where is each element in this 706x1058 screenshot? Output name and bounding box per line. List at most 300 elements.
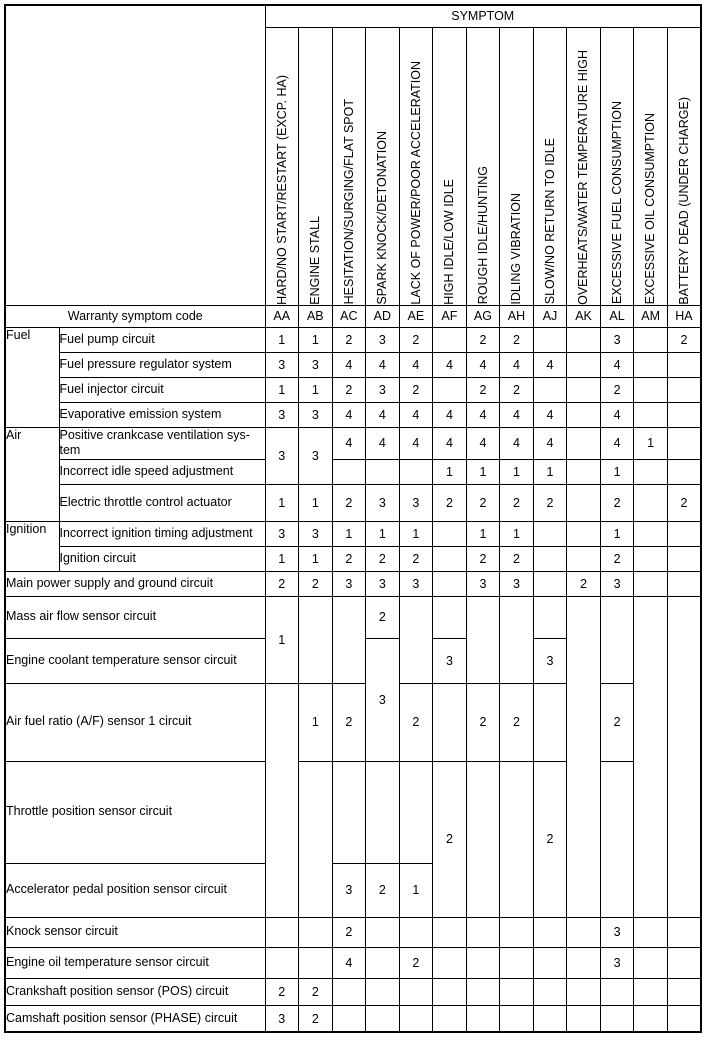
symptom-cell [600,761,634,917]
symptom-cell: 2 [299,1005,333,1032]
symptom-cell: 2 [533,484,567,521]
warranty-code: AA [265,305,299,327]
symptom-matrix-table [4,4,702,1033]
symptom-cell: 1 [399,863,433,917]
symptom-header-row [5,5,701,27]
warranty-code-label: Warranty symptom code [5,305,265,327]
symptom-column-header [332,27,366,305]
symptom-cell: 3 [332,571,366,596]
table-row [5,352,701,377]
table-row [5,978,701,1005]
row-label: Camshaft position sensor (PHASE) circuit [5,1005,265,1032]
symptom-cell: 2 [332,683,366,761]
symptom-cell: 2 [600,484,634,521]
warranty-code: AB [299,305,333,327]
symptom-cell [500,596,534,683]
symptom-cell: 3 [265,427,299,484]
symptom-cell: 2 [366,546,400,571]
symptom-column-header [366,27,400,305]
symptom-cell [533,947,567,978]
symptom-cell: 1 [299,377,333,402]
symptom-cell: 3 [600,917,634,947]
symptom-cell [567,596,601,917]
symptom-cell [533,521,567,546]
symptom-cell [567,947,601,978]
table-row [5,402,701,427]
symptom-cell: 3 [366,484,400,521]
symptom-cell: 2 [600,683,634,761]
symptom-column-label: HARD/NO START/RESTART (EXCP. HA) [274,74,289,305]
symptom-column-label: EXCESSIVE FUEL CONSUMPTION [609,101,624,305]
warranty-code: AM [634,305,668,327]
symptom-cell: 3 [332,863,366,917]
symptom-cell: 1 [265,596,299,683]
symptom-cell: 3 [600,327,634,352]
symptom-cell: 2 [399,683,433,761]
symptom-cell [332,978,366,1005]
symptom-column-header [667,27,701,305]
symptom-cell: 4 [600,352,634,377]
symptom-cell [634,546,668,571]
symptom-cell: 1 [265,327,299,352]
symptom-column-header [567,27,601,305]
symptom-cell: 2 [667,327,701,352]
symptom-cell: 2 [265,978,299,1005]
symptom-cell [567,352,601,377]
symptom-cell [567,377,601,402]
symptom-cell [366,978,400,1005]
warranty-code: AL [600,305,634,327]
symptom-cell [567,427,601,459]
symptom-cell: 3 [600,947,634,978]
symptom-cell [466,761,500,917]
symptom-cell: 4 [366,352,400,377]
symptom-cell: 4 [433,402,467,427]
warranty-code: AH [500,305,534,327]
symptom-cell [567,327,601,352]
symptom-cell [567,484,601,521]
table-row [5,327,701,352]
symptom-cell [567,546,601,571]
symptom-cell: 3 [299,427,333,484]
symptom-cell [667,427,701,459]
symptom-column-header [500,27,534,305]
symptom-cell: 2 [399,327,433,352]
symptom-column-header [600,27,634,305]
symptom-cell [667,917,701,947]
symptom-cell [399,459,433,484]
symptom-cell [634,521,668,546]
row-label: Positive crankcase ventilation sys-tem [59,427,265,459]
symptom-cell: 2 [265,571,299,596]
symptom-cell: 1 [265,484,299,521]
symptom-cell [634,327,668,352]
symptom-cell [466,1005,500,1032]
symptom-column-label: ENGINE STALL [308,215,323,305]
symptom-cell [533,327,567,352]
symptom-cell [399,978,433,1005]
symptom-cell: 3 [366,571,400,596]
symptom-cell [533,377,567,402]
symptom-cell: 4 [533,352,567,377]
symptom-cell [600,596,634,683]
symptom-cell [634,459,668,484]
symptom-cell [332,459,366,484]
symptom-cell [667,521,701,546]
row-label: Fuel pressure regulator system [59,352,265,377]
symptom-cell [667,377,701,402]
symptom-cell: 3 [299,352,333,377]
symptom-cell [533,1005,567,1032]
symptom-cell [567,917,601,947]
symptom-cell: 4 [399,352,433,377]
symptom-cell: 2 [466,546,500,571]
row-label: Accelerator pedal position sensor circuit [5,863,265,917]
symptom-cell: 2 [500,546,534,571]
symptom-cell [299,596,333,683]
symptom-cell: 2 [466,377,500,402]
symptom-cell [667,571,701,596]
warranty-code: AJ [533,305,567,327]
symptom-cell: 2 [533,761,567,917]
table-row [5,459,701,484]
symptom-column-label: IDLING VIBRATION [509,192,524,305]
symptom-cell: 4 [600,402,634,427]
category-label: Air [5,427,59,521]
symptom-column-label: SPARK KNOCK/DETONATION [375,130,390,305]
symptom-cell [299,947,333,978]
symptom-cell: 2 [500,484,534,521]
symptom-cell: 2 [332,327,366,352]
symptom-cell [567,978,601,1005]
symptom-cell: 1 [600,521,634,546]
symptom-column-label: EXCESSIVE OIL CONSUMPTION [643,113,658,305]
warranty-code: HA [667,305,701,327]
table-row [5,427,701,459]
symptom-cell: 2 [299,571,333,596]
row-label: Engine coolant temperature sensor circuit [5,638,265,683]
symptom-cell: 3 [265,1005,299,1032]
symptom-cell [332,596,366,683]
symptom-column-header [634,27,668,305]
symptom-cell: 4 [466,402,500,427]
symptom-cell [634,484,668,521]
symptom-cell [299,917,333,947]
symptom-column-label: SLOW/NO RETURN TO IDLE [542,138,557,305]
symptom-cell: 2 [399,377,433,402]
symptom-cell [466,978,500,1005]
symptom-cell [667,546,701,571]
symptom-cell: 1 [533,459,567,484]
row-label: Knock sensor circuit [5,917,265,947]
symptom-column-header [533,27,567,305]
symptom-cell: 4 [433,427,467,459]
symptom-column-label: HESITATION/SURGING/FLAT SPOT [341,99,356,305]
symptom-cell [667,1005,701,1032]
symptom-cell: 4 [366,427,400,459]
symptom-cell: 1 [299,546,333,571]
symptom-cell: 3 [299,521,333,546]
symptom-cell [433,978,467,1005]
symptom-cell [567,402,601,427]
symptom-cell: 4 [366,402,400,427]
warranty-code-row [5,305,701,327]
row-label: Main power supply and ground circuit [5,571,265,596]
symptom-column-header [265,27,299,305]
table-row [5,596,701,638]
symptom-cell: 3 [265,352,299,377]
symptom-cell: 1 [466,459,500,484]
symptom-column-label: LACK OF POWER/POOR ACCELERATION [408,60,423,305]
symptom-column-header [433,27,467,305]
symptom-cell [265,683,299,917]
symptom-cell [567,521,601,546]
symptom-cell: 4 [600,427,634,459]
symptom-cell: 1 [265,546,299,571]
symptom-cell: 3 [265,521,299,546]
symptom-cell: 1 [433,459,467,484]
symptom-cell: 2 [433,761,467,917]
row-label: Fuel pump circuit [59,327,265,352]
symptom-cell [433,571,467,596]
symptom-cell: 2 [433,484,467,521]
symptom-cell: 2 [466,484,500,521]
symptom-cell [634,352,668,377]
symptom-cell [500,947,534,978]
symptom-cell [466,947,500,978]
corner-cell [5,5,265,305]
symptom-cell: 2 [299,978,333,1005]
row-label: Incorrect idle speed adjustment [59,459,265,484]
symptom-cell: 1 [634,427,668,459]
symptom-cell: 3 [299,402,333,427]
symptom-cell: 2 [366,596,400,638]
warranty-code: AD [366,305,400,327]
row-label: Fuel injector circuit [59,377,265,402]
table-row [5,521,701,546]
symptom-cell [634,947,668,978]
row-label: Electric throttle control actuator [59,484,265,521]
symptom-cell [399,917,433,947]
row-label: Incorrect ignition timing adjustment [59,521,265,546]
symptom-cell [600,978,634,1005]
symptom-cell: 2 [332,484,366,521]
symptom-cell [667,402,701,427]
symptom-cell [634,917,668,947]
symptom-cell: 2 [332,377,366,402]
symptom-cell: 4 [332,402,366,427]
symptom-cell [399,1005,433,1032]
symptom-cell: 2 [466,683,500,761]
symptom-cell: 3 [500,571,534,596]
symptom-cell [667,596,701,917]
symptom-cell [533,596,567,638]
row-label: Crankshaft position sensor (POS) circuit [5,978,265,1005]
symptom-cell [634,978,668,1005]
table-row [5,484,701,521]
symptom-cell [600,1005,634,1032]
symptom-cell: 3 [399,484,433,521]
symptom-cell: 2 [500,327,534,352]
symptom-cell: 4 [332,352,366,377]
symptom-cell: 2 [500,683,534,761]
symptom-cell: 1 [299,327,333,352]
symptom-cell: 4 [399,402,433,427]
symptom-cell [466,596,500,683]
symptom-cell [299,761,333,917]
symptom-cell [433,917,467,947]
symptom-cell: 2 [667,484,701,521]
symptom-cell: 4 [332,947,366,978]
symptom-cell: 2 [466,327,500,352]
symptom-cell: 2 [500,377,534,402]
row-label: Throttle position sensor circuit [5,761,265,863]
symptom-cell [433,596,467,638]
symptom-cell [500,761,534,917]
row-label: Engine oil temperature sensor circuit [5,947,265,978]
symptom-cell [366,761,400,863]
symptom-cell [366,947,400,978]
symptom-cell: 1 [366,521,400,546]
symptom-cell [433,327,467,352]
symptom-cell: 3 [433,638,467,683]
symptom-cell [567,459,601,484]
symptom-cell [433,377,467,402]
warranty-code: AK [567,305,601,327]
symptom-cell [366,459,400,484]
symptom-cell: 4 [500,427,534,459]
symptom-cell: 3 [600,571,634,596]
symptom-cell: 1 [600,459,634,484]
symptom-column-label: ROUGH IDLE/HUNTING [475,166,490,305]
symptom-cell [366,917,400,947]
symptom-matrix-body [5,5,701,1032]
symptom-cell [433,546,467,571]
symptom-cell [634,571,668,596]
symptom-cell: 4 [466,352,500,377]
symptom-cell [433,1005,467,1032]
symptom-cell: 2 [399,546,433,571]
symptom-title: SYMPTOM [265,5,701,27]
symptom-column-header [399,27,433,305]
symptom-cell: 3 [265,402,299,427]
symptom-cell [533,546,567,571]
symptom-cell: 4 [500,402,534,427]
symptom-cell: 4 [466,427,500,459]
symptom-cell: 1 [399,521,433,546]
symptom-cell: 3 [366,638,400,761]
symptom-cell [466,917,500,947]
symptom-cell [332,761,366,863]
symptom-cell: 2 [600,377,634,402]
symptom-cell: 3 [533,638,567,683]
symptom-cell: 2 [600,546,634,571]
row-label: Ignition circuit [59,546,265,571]
warranty-code: AC [332,305,366,327]
symptom-cell [399,761,433,863]
symptom-cell [667,352,701,377]
symptom-cell: 1 [332,521,366,546]
symptom-column-header [299,27,333,305]
symptom-cell [634,596,668,917]
symptom-cell: 3 [466,571,500,596]
symptom-cell [567,1005,601,1032]
symptom-cell [533,917,567,947]
symptom-cell: 1 [299,683,333,761]
symptom-cell [634,402,668,427]
symptom-cell: 3 [399,571,433,596]
symptom-column-label: BATTERY DEAD (UNDER CHARGE) [676,96,691,305]
symptom-column-label: HIGH IDLE/LOW IDLE [442,178,457,305]
symptom-cell [500,917,534,947]
row-label: Mass air flow sensor circuit [5,596,265,638]
symptom-cell [433,947,467,978]
symptom-cell: 2 [366,863,400,917]
symptom-cell [265,947,299,978]
row-label: Evaporative emission system [59,402,265,427]
category-label: Fuel [5,327,59,427]
symptom-cell [634,1005,668,1032]
symptom-cell [667,947,701,978]
table-row [5,1005,701,1032]
warranty-code: AG [466,305,500,327]
table-row [5,377,701,402]
symptom-cell: 4 [332,427,366,459]
symptom-cell [533,571,567,596]
table-row [5,947,701,978]
symptom-cell [366,1005,400,1032]
symptom-cell: 3 [366,327,400,352]
symptom-cell: 4 [433,352,467,377]
category-label: Ignition [5,521,59,571]
warranty-code: AE [399,305,433,327]
symptom-column-header [466,27,500,305]
symptom-cell [399,596,433,683]
symptom-cell [533,978,567,1005]
symptom-cell: 4 [399,427,433,459]
symptom-cell [667,978,701,1005]
symptom-cell [500,978,534,1005]
symptom-cell: 3 [366,377,400,402]
symptom-column-label: OVERHEATS/WATER TEMPERATURE HIGH [576,49,591,305]
symptom-cell [634,377,668,402]
symptom-cell [533,683,567,761]
symptom-cell [265,917,299,947]
symptom-cell [332,1005,366,1032]
symptom-cell: 1 [500,521,534,546]
symptom-cell: 2 [567,571,601,596]
symptom-cell: 2 [399,947,433,978]
symptom-cell: 1 [466,521,500,546]
symptom-cell: 1 [265,377,299,402]
symptom-cell [433,683,467,761]
symptom-cell: 4 [500,352,534,377]
symptom-cell: 4 [533,402,567,427]
symptom-cell: 4 [533,427,567,459]
symptom-cell: 1 [299,484,333,521]
table-row [5,571,701,596]
warranty-code: AF [433,305,467,327]
symptom-cell: 2 [332,546,366,571]
row-label: Air fuel ratio (A/F) sensor 1 circuit [5,683,265,761]
symptom-cell [667,459,701,484]
symptom-cell [433,521,467,546]
table-row [5,546,701,571]
table-row [5,917,701,947]
symptom-cell: 2 [332,917,366,947]
symptom-cell [500,1005,534,1032]
symptom-cell: 1 [500,459,534,484]
